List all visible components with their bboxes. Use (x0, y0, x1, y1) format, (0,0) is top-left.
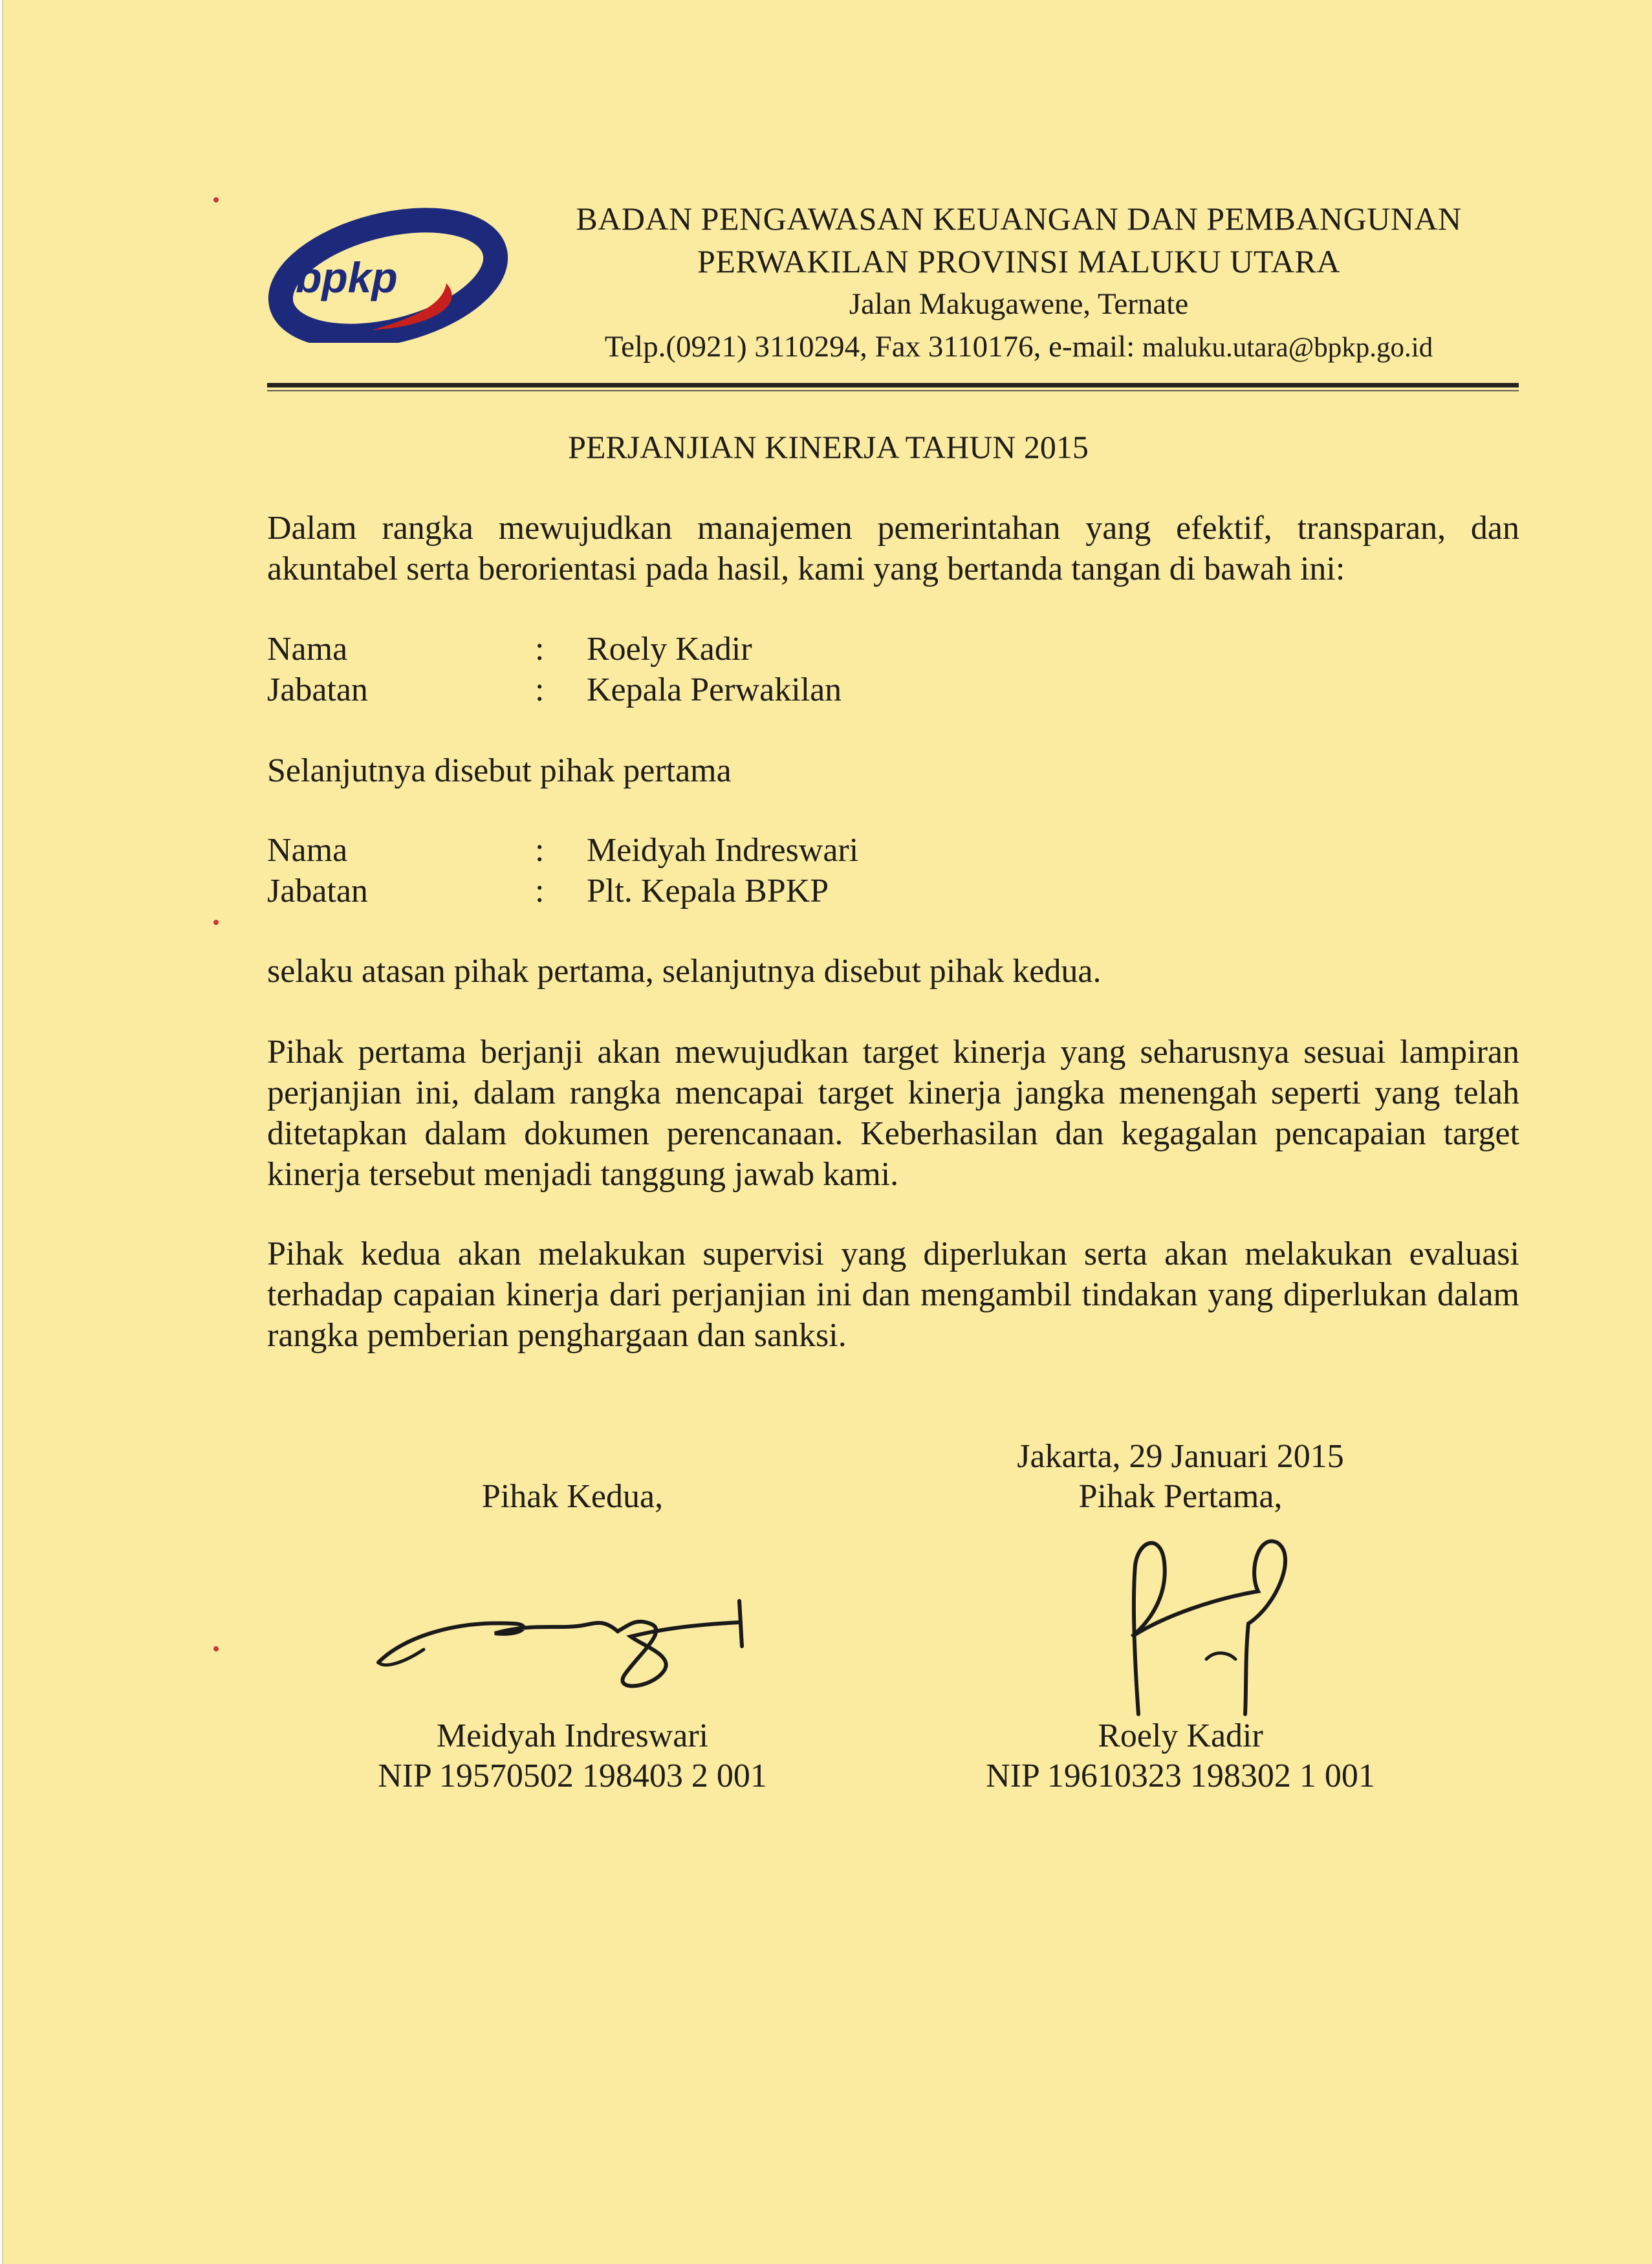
party1-position-label: Jabatan (267, 671, 368, 708)
party1-note: Selanjutnya disebut pihak pertama (267, 752, 732, 789)
logo-text: bpkp (296, 254, 398, 301)
party2-position-label: Jabatan (267, 873, 368, 909)
party2-position-colon: : (535, 873, 545, 909)
party1-position-colon: : (535, 671, 545, 708)
document-title: PERJANJIAN KINERJA TAHUN 2015 (568, 429, 1089, 465)
party1-name-label: Nama (267, 631, 348, 668)
place-date: Jakarta, 29 Januari 2015 (1017, 1438, 1344, 1475)
party2-name-colon: : (535, 832, 545, 869)
office-address: Jalan Makugawene, Ternate (849, 287, 1189, 321)
letterhead-rule-thin (267, 390, 1519, 391)
supervision-paragraph: Pihak kedua akan melakukan supervisi yang diperlukan serta akan melakukan evaluasi terhadap capaian kinerja dari perjanjian ini dan mengambil tindakan yang diperlukan dalam rangka pemberian penghargaan dan sanksi. (267, 1235, 1519, 1354)
party1-name-value: Roely Kadir (587, 631, 752, 668)
signatory-right-nip: NIP 19610323 198302 1 001 (986, 1758, 1375, 1794)
agency-name: BADAN PENGAWASAN KEUANGAN DAN PEMBANGUNAN (576, 201, 1462, 237)
signature-left (365, 1585, 779, 1701)
bpkp-logo (262, 207, 521, 343)
signatory-left-role: Pihak Kedua, (481, 1478, 664, 1515)
signatory-left-nip: NIP 19570502 198403 2 001 (378, 1758, 767, 1794)
office-name: PERWAKILAN PROVINSI MALUKU UTARA (697, 243, 1340, 279)
document-page (2, 0, 1652, 2264)
scan-speck (213, 1646, 219, 1651)
letterhead (534, 197, 1504, 369)
signature-right (1109, 1527, 1316, 1721)
intro-paragraph: Dalam rangka mewujudkan manajemen pemerintahan yang efektif, transparan, dan akuntabel serta berorientasi pada hasil, kami yang bertanda tangan di bawah ini: (267, 510, 1519, 587)
signatory-right-role: Pihak Pertama, (1078, 1478, 1283, 1515)
party1-position-value: Kepala Perwakilan (587, 671, 842, 708)
party1-name-colon: : (535, 631, 545, 668)
letterhead-rule (267, 383, 1519, 387)
party2-position-value: Plt. Kepala BPKP (587, 873, 829, 909)
contact-phone-fax: Telp.(0921) 3110294, Fax 3110176, e-mail: (604, 330, 1143, 364)
party2-note: selaku atasan pihak pertama, selanjutnya disebut pihak kedua. (267, 953, 1102, 990)
commitment-paragraph: Pihak pertama berjanji akan mewujudkan target kinerja yang seharusnya sesuai lampiran perjanjian ini, dalam rangka mencapai target kinerja jangka menengah seperti yang telah ditetapkan dalam dokumen perencanaan. Keberhasilan dan kegagalan pencapaian target kinerja tersebut menjadi tanggung jawab kami. (267, 1034, 1519, 1193)
party2-name-label: Nama (267, 832, 348, 869)
contact-email[interactable]: maluku.utara@bpkp.go.id (1142, 332, 1433, 363)
signatory-left-name: Meidyah Indreswari (436, 1717, 709, 1754)
scan-speck (213, 197, 219, 202)
office-contact (534, 325, 1504, 369)
scan-speck (213, 920, 219, 925)
signatory-right-name: Roely Kadir (1098, 1717, 1263, 1754)
party2-name-value: Meidyah Indreswari (587, 832, 859, 869)
